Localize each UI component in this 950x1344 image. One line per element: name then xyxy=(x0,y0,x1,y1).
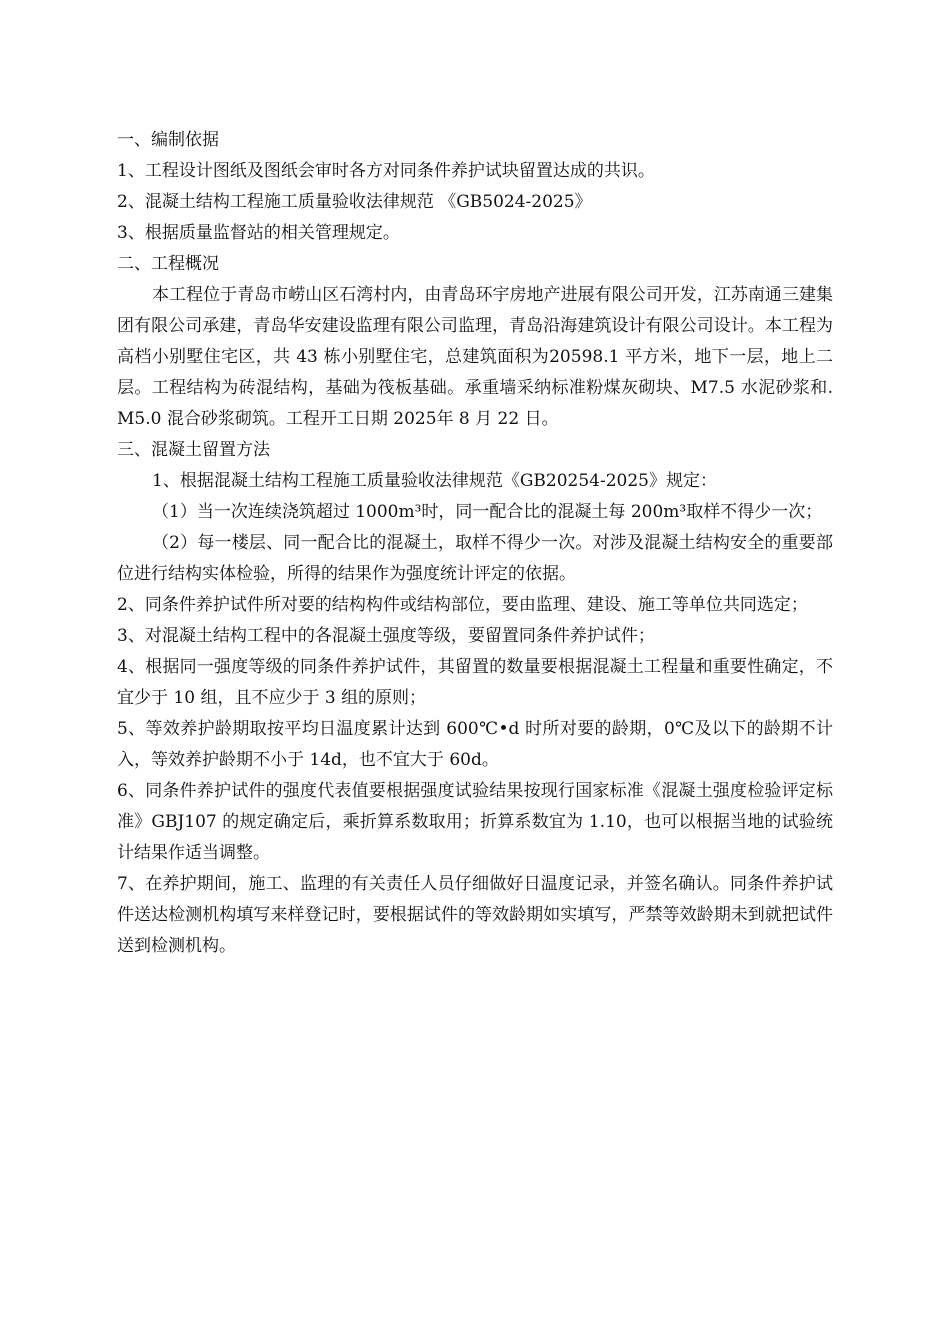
basis-item-2: 2、混凝土结构工程施工质量验收法律规范 《GB5024-2025》 xyxy=(117,192,592,212)
section-heading-basis: 一、编制依据 xyxy=(117,130,219,150)
method-subitem-1: （1）当一次连续浇筑超过 1000m³时，同一配合比的混凝土每 200m³取样不得少一次； xyxy=(152,502,823,522)
method-item-6: 6、同条件养护试件的强度代表值要根据强度试验结果按现行国家标准《混凝土强度检验评定标准》GBJ107 的规定确定后，乘折算系数取用；折算系数宜为 1.10，也可以根据当地的试验统计结果作适当调整。 xyxy=(117,781,833,863)
method-item-1: 1、根据混凝土结构工程施工质量验收法律规范《GB20254-2025》规定： xyxy=(152,471,717,491)
overview-paragraph: 本工程位于青岛市崂山区石湾村内，由青岛环宇房地产进展有限公司开发，江苏南通三建集团有限公司承建，青岛华安建设监理有限公司监理，青岛沿海建筑设计有限公司设计。本工程为高档小别墅住宅区，共 43 栋小别墅住宅，总建筑面积为20598.1 平方米，地下一层，地上二层。工程结构为砖混结构，基础为筏板基础。承重墙采纳标准粉煤灰砌块、M7.5 水泥砂浆和.M5.0 混合砂浆砌筑。工程开工日期 2025年 8 月 22 日。 xyxy=(117,285,833,429)
method-item-5: 5、等效养护龄期取按平均日温度累计达到 600℃•d 时所对要的龄期，0℃及以下的龄期不计入，等效养护龄期不小于 14d，也不宜大于 60d。 xyxy=(117,719,833,770)
method-item-4: 4、根据同一强度等级的同条件养护试件，其留置的数量要根据混凝土工程量和重要性确定，不宜少于 10 组，且不应少于 3 组的原则； xyxy=(117,657,833,708)
method-item-2: 2、同条件养护试件所对要的结构构件或结构部位，要由监理、建设、施工等单位共同选定； xyxy=(117,595,808,615)
basis-item-3: 3、根据质量监督站的相关管理规定。 xyxy=(117,223,400,243)
method-item-3: 3、对混凝土结构工程中的各混凝土强度等级，要留置同条件养护试件； xyxy=(117,626,655,646)
method-subitem-2: （2）每一楼层、同一配合比的混凝土，取样不得少一次。对涉及混凝土结构安全的重要部位进行结构实体检验，所得的结果作为强度统计评定的依据。 xyxy=(117,533,833,584)
method-item-7: 7、在养护期间，施工、监理的有关责任人员仔细做好日温度记录，并签名确认。同条件养护试件送达检测机构填写来样登记时，要根据试件的等效龄期如实填写，严禁等效龄期未到就把试件送到检测机构。 xyxy=(117,874,833,956)
section-heading-method: 三、混凝土留置方法 xyxy=(117,440,270,460)
basis-item-1: 1、工程设计图纸及图纸会审时各方对同条件养护试块留置达成的共识。 xyxy=(117,161,655,181)
document-page xyxy=(117,125,833,962)
section-heading-overview: 二、工程概况 xyxy=(117,254,219,274)
